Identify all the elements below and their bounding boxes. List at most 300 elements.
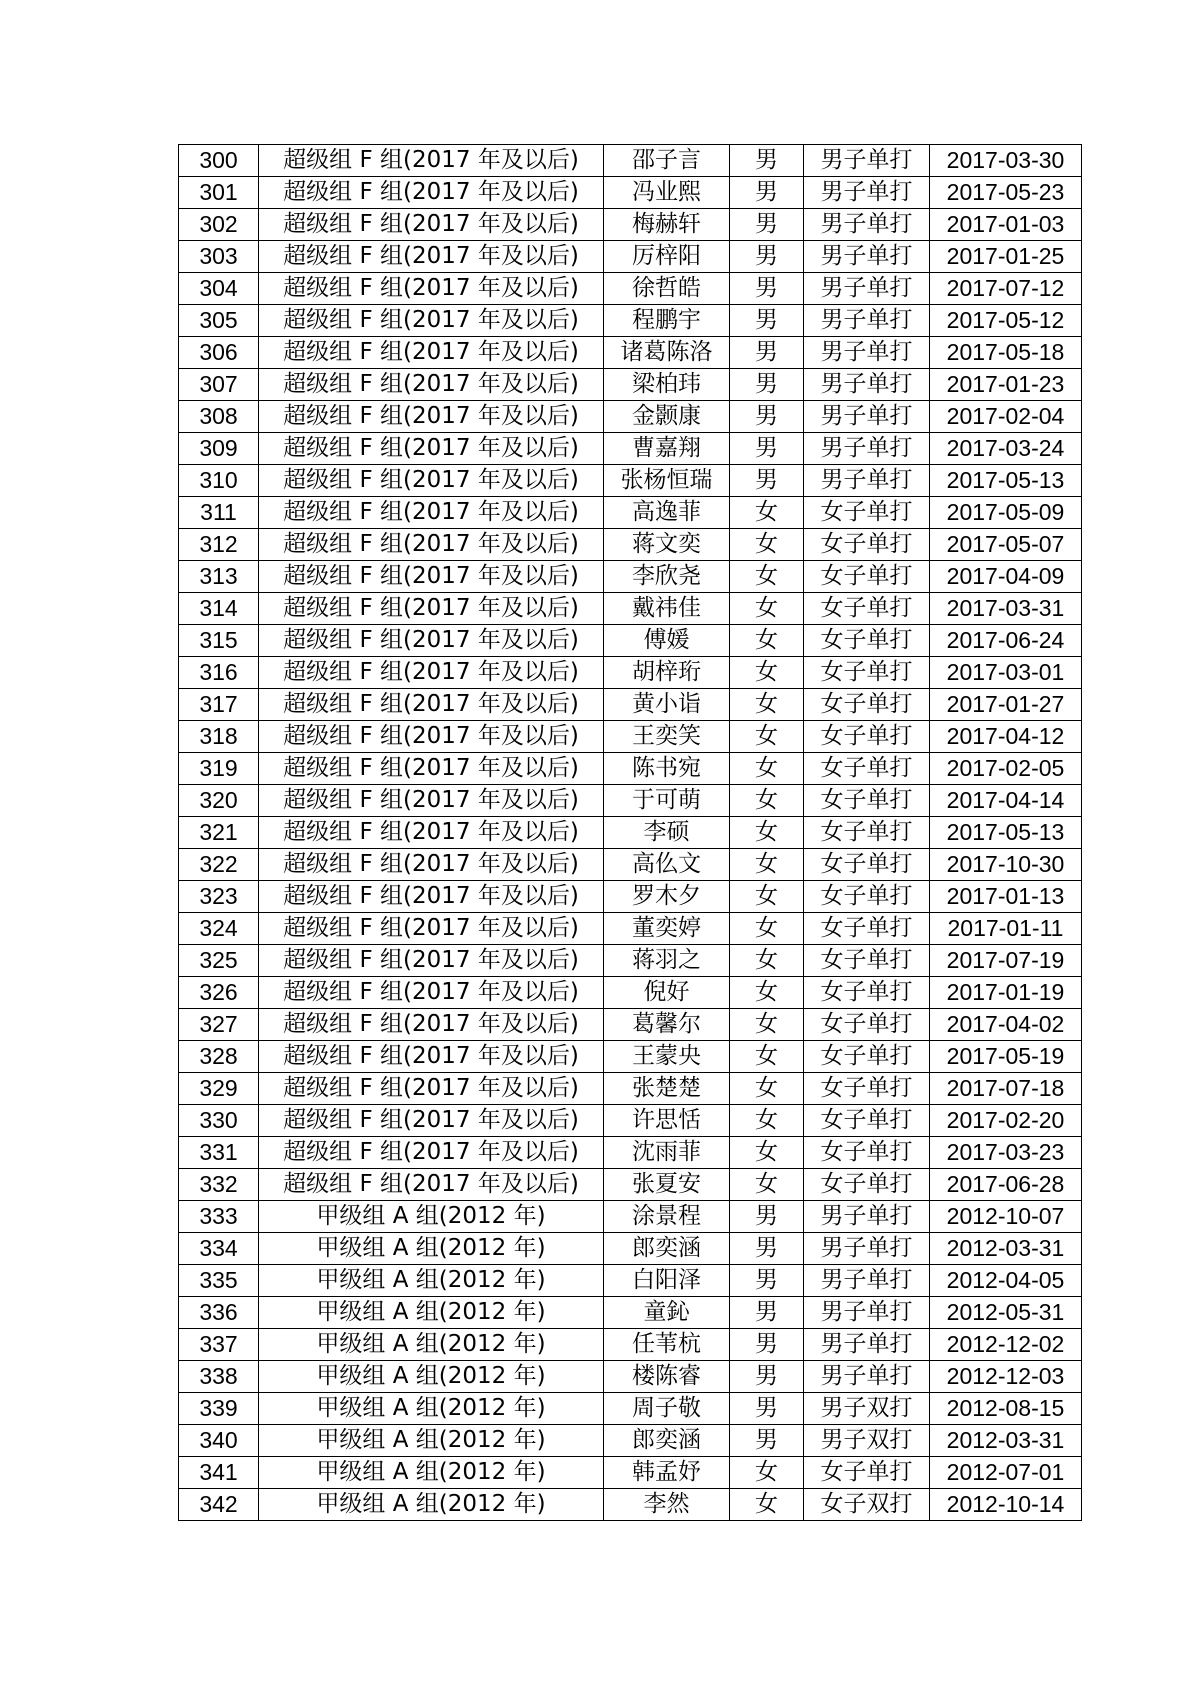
player-name-cell: 郎奕涵 bbox=[604, 1425, 730, 1457]
age-group-cell: 超级组 F 组(2017 年及以后) bbox=[259, 497, 604, 529]
gender-cell: 男 bbox=[730, 1265, 804, 1297]
event-cell: 女子单打 bbox=[804, 1073, 930, 1105]
table-row bbox=[179, 1201, 1082, 1233]
entry-number-cell: 340 bbox=[179, 1425, 259, 1457]
gender-cell: 女 bbox=[730, 1457, 804, 1489]
entry-number-cell: 330 bbox=[179, 1105, 259, 1137]
player-name-cell: 于可萌 bbox=[604, 785, 730, 817]
player-name-cell: 高逸菲 bbox=[604, 497, 730, 529]
gender-cell: 女 bbox=[730, 1009, 804, 1041]
table-row bbox=[179, 1041, 1082, 1073]
event-cell: 男子单打 bbox=[804, 209, 930, 241]
entry-number-cell: 307 bbox=[179, 369, 259, 401]
player-name-cell: 厉梓阳 bbox=[604, 241, 730, 273]
birth-date-cell: 2017-10-30 bbox=[930, 849, 1082, 881]
player-name-cell: 郎奕涵 bbox=[604, 1233, 730, 1265]
gender-cell: 女 bbox=[730, 977, 804, 1009]
event-cell: 女子单打 bbox=[804, 625, 930, 657]
player-name-cell: 王奕笑 bbox=[604, 721, 730, 753]
birth-date-cell: 2017-01-27 bbox=[930, 689, 1082, 721]
gender-cell: 男 bbox=[730, 177, 804, 209]
birth-date-cell: 2012-10-07 bbox=[930, 1201, 1082, 1233]
event-cell: 女子单打 bbox=[804, 817, 930, 849]
gender-cell: 男 bbox=[730, 1329, 804, 1361]
table-row bbox=[179, 1361, 1082, 1393]
entry-number-cell: 321 bbox=[179, 817, 259, 849]
gender-cell: 女 bbox=[730, 1073, 804, 1105]
player-name-cell: 蒋羽之 bbox=[604, 945, 730, 977]
player-name-cell: 韩孟妤 bbox=[604, 1457, 730, 1489]
table-row bbox=[179, 1329, 1082, 1361]
table-row bbox=[179, 1457, 1082, 1489]
age-group-cell: 超级组 F 组(2017 年及以后) bbox=[259, 913, 604, 945]
player-name-cell: 曹嘉翔 bbox=[604, 433, 730, 465]
entry-number-cell: 312 bbox=[179, 529, 259, 561]
age-group-cell: 超级组 F 组(2017 年及以后) bbox=[259, 401, 604, 433]
age-group-cell: 超级组 F 组(2017 年及以后) bbox=[259, 1105, 604, 1137]
table-row bbox=[179, 1137, 1082, 1169]
birth-date-cell: 2017-05-13 bbox=[930, 817, 1082, 849]
event-cell: 男子单打 bbox=[804, 1329, 930, 1361]
player-name-cell: 徐哲皓 bbox=[604, 273, 730, 305]
age-group-cell: 甲级组 A 组(2012 年) bbox=[259, 1201, 604, 1233]
event-cell: 男子单打 bbox=[804, 465, 930, 497]
age-group-cell: 超级组 F 组(2017 年及以后) bbox=[259, 945, 604, 977]
age-group-cell: 超级组 F 组(2017 年及以后) bbox=[259, 1169, 604, 1201]
table-row bbox=[179, 945, 1082, 977]
table-row bbox=[179, 209, 1082, 241]
birth-date-cell: 2017-07-19 bbox=[930, 945, 1082, 977]
player-name-cell: 程鹏宇 bbox=[604, 305, 730, 337]
age-group-cell: 超级组 F 组(2017 年及以后) bbox=[259, 881, 604, 913]
event-cell: 男子单打 bbox=[804, 1297, 930, 1329]
birth-date-cell: 2017-04-02 bbox=[930, 1009, 1082, 1041]
table-row bbox=[179, 913, 1082, 945]
event-cell: 女子单打 bbox=[804, 1105, 930, 1137]
entry-number-cell: 333 bbox=[179, 1201, 259, 1233]
age-group-cell: 超级组 F 组(2017 年及以后) bbox=[259, 369, 604, 401]
entry-number-cell: 314 bbox=[179, 593, 259, 625]
event-cell: 女子单打 bbox=[804, 689, 930, 721]
birth-date-cell: 2017-05-13 bbox=[930, 465, 1082, 497]
event-cell: 女子单打 bbox=[804, 1137, 930, 1169]
table-row bbox=[179, 1265, 1082, 1297]
entry-number-cell: 316 bbox=[179, 657, 259, 689]
entry-number-cell: 320 bbox=[179, 785, 259, 817]
entry-number-cell: 315 bbox=[179, 625, 259, 657]
age-group-cell: 超级组 F 组(2017 年及以后) bbox=[259, 785, 604, 817]
gender-cell: 男 bbox=[730, 1233, 804, 1265]
player-name-cell: 罗木夕 bbox=[604, 881, 730, 913]
birth-date-cell: 2012-03-31 bbox=[930, 1425, 1082, 1457]
birth-date-cell: 2017-07-12 bbox=[930, 273, 1082, 305]
birth-date-cell: 2017-03-24 bbox=[930, 433, 1082, 465]
age-group-cell: 超级组 F 组(2017 年及以后) bbox=[259, 977, 604, 1009]
birth-date-cell: 2012-08-15 bbox=[930, 1393, 1082, 1425]
player-name-cell: 董奕婷 bbox=[604, 913, 730, 945]
event-cell: 女子单打 bbox=[804, 1169, 930, 1201]
event-cell: 男子单打 bbox=[804, 241, 930, 273]
event-cell: 女子单打 bbox=[804, 945, 930, 977]
entry-number-cell: 339 bbox=[179, 1393, 259, 1425]
player-name-cell: 戴祎佳 bbox=[604, 593, 730, 625]
player-name-cell: 倪好 bbox=[604, 977, 730, 1009]
birth-date-cell: 2017-02-04 bbox=[930, 401, 1082, 433]
entry-number-cell: 303 bbox=[179, 241, 259, 273]
table-row bbox=[179, 401, 1082, 433]
gender-cell: 男 bbox=[730, 1361, 804, 1393]
age-group-cell: 超级组 F 组(2017 年及以后) bbox=[259, 561, 604, 593]
entry-number-cell: 300 bbox=[179, 145, 259, 177]
entry-number-cell: 308 bbox=[179, 401, 259, 433]
birth-date-cell: 2017-01-13 bbox=[930, 881, 1082, 913]
birth-date-cell: 2012-03-31 bbox=[930, 1233, 1082, 1265]
gender-cell: 女 bbox=[730, 497, 804, 529]
event-cell: 女子单打 bbox=[804, 593, 930, 625]
gender-cell: 男 bbox=[730, 337, 804, 369]
gender-cell: 男 bbox=[730, 1425, 804, 1457]
table-row bbox=[179, 1393, 1082, 1425]
table-row bbox=[179, 145, 1082, 177]
event-cell: 女子单打 bbox=[804, 849, 930, 881]
birth-date-cell: 2017-03-30 bbox=[930, 145, 1082, 177]
birth-date-cell: 2012-04-05 bbox=[930, 1265, 1082, 1297]
player-name-cell: 傅媛 bbox=[604, 625, 730, 657]
table-row bbox=[179, 1009, 1082, 1041]
gender-cell: 女 bbox=[730, 945, 804, 977]
age-group-cell: 超级组 F 组(2017 年及以后) bbox=[259, 721, 604, 753]
entry-number-cell: 334 bbox=[179, 1233, 259, 1265]
age-group-cell: 超级组 F 组(2017 年及以后) bbox=[259, 241, 604, 273]
table-row bbox=[179, 785, 1082, 817]
event-cell: 女子单打 bbox=[804, 1041, 930, 1073]
age-group-cell: 超级组 F 组(2017 年及以后) bbox=[259, 145, 604, 177]
gender-cell: 男 bbox=[730, 305, 804, 337]
player-name-cell: 张楚楚 bbox=[604, 1073, 730, 1105]
event-cell: 男子单打 bbox=[804, 337, 930, 369]
player-name-cell: 梅赫轩 bbox=[604, 209, 730, 241]
gender-cell: 男 bbox=[730, 241, 804, 273]
birth-date-cell: 2012-12-03 bbox=[930, 1361, 1082, 1393]
player-name-cell: 李欣尧 bbox=[604, 561, 730, 593]
table-row bbox=[179, 881, 1082, 913]
gender-cell: 女 bbox=[730, 657, 804, 689]
birth-date-cell: 2017-01-19 bbox=[930, 977, 1082, 1009]
entry-number-cell: 323 bbox=[179, 881, 259, 913]
entry-number-cell: 304 bbox=[179, 273, 259, 305]
gender-cell: 女 bbox=[730, 689, 804, 721]
event-cell: 男子单打 bbox=[804, 1233, 930, 1265]
player-name-cell: 胡梓珩 bbox=[604, 657, 730, 689]
entry-number-cell: 329 bbox=[179, 1073, 259, 1105]
birth-date-cell: 2017-04-12 bbox=[930, 721, 1082, 753]
event-cell: 男子单打 bbox=[804, 401, 930, 433]
birth-date-cell: 2017-06-28 bbox=[930, 1169, 1082, 1201]
birth-date-cell: 2017-05-19 bbox=[930, 1041, 1082, 1073]
entry-number-cell: 313 bbox=[179, 561, 259, 593]
entry-number-cell: 331 bbox=[179, 1137, 259, 1169]
entry-number-cell: 325 bbox=[179, 945, 259, 977]
entry-number-cell: 324 bbox=[179, 913, 259, 945]
birth-date-cell: 2012-10-14 bbox=[930, 1489, 1082, 1521]
player-name-cell: 童鈊 bbox=[604, 1297, 730, 1329]
entry-number-cell: 338 bbox=[179, 1361, 259, 1393]
player-name-cell: 王蒙央 bbox=[604, 1041, 730, 1073]
event-cell: 男子单打 bbox=[804, 369, 930, 401]
event-cell: 女子单打 bbox=[804, 753, 930, 785]
gender-cell: 女 bbox=[730, 1041, 804, 1073]
event-cell: 女子单打 bbox=[804, 977, 930, 1009]
entry-number-cell: 317 bbox=[179, 689, 259, 721]
event-cell: 男子单打 bbox=[804, 145, 930, 177]
age-group-cell: 超级组 F 组(2017 年及以后) bbox=[259, 657, 604, 689]
birth-date-cell: 2012-12-02 bbox=[930, 1329, 1082, 1361]
age-group-cell: 超级组 F 组(2017 年及以后) bbox=[259, 1041, 604, 1073]
age-group-cell: 超级组 F 组(2017 年及以后) bbox=[259, 625, 604, 657]
registration-table bbox=[178, 144, 1082, 1521]
table-row bbox=[179, 1297, 1082, 1329]
table-row bbox=[179, 1489, 1082, 1521]
table-row bbox=[179, 369, 1082, 401]
player-name-cell: 沈雨菲 bbox=[604, 1137, 730, 1169]
player-name-cell: 李然 bbox=[604, 1489, 730, 1521]
age-group-cell: 超级组 F 组(2017 年及以后) bbox=[259, 337, 604, 369]
player-name-cell: 李硕 bbox=[604, 817, 730, 849]
age-group-cell: 超级组 F 组(2017 年及以后) bbox=[259, 465, 604, 497]
gender-cell: 女 bbox=[730, 1105, 804, 1137]
player-name-cell: 许思恬 bbox=[604, 1105, 730, 1137]
birth-date-cell: 2017-01-23 bbox=[930, 369, 1082, 401]
table-row bbox=[179, 177, 1082, 209]
table-row bbox=[179, 497, 1082, 529]
player-name-cell: 陈书宛 bbox=[604, 753, 730, 785]
gender-cell: 男 bbox=[730, 209, 804, 241]
age-group-cell: 甲级组 A 组(2012 年) bbox=[259, 1361, 604, 1393]
birth-date-cell: 2017-03-23 bbox=[930, 1137, 1082, 1169]
age-group-cell: 超级组 F 组(2017 年及以后) bbox=[259, 1137, 604, 1169]
entry-number-cell: 305 bbox=[179, 305, 259, 337]
table-row bbox=[179, 1105, 1082, 1137]
table-row bbox=[179, 1425, 1082, 1457]
gender-cell: 男 bbox=[730, 401, 804, 433]
table-row bbox=[179, 1233, 1082, 1265]
birth-date-cell: 2012-05-31 bbox=[930, 1297, 1082, 1329]
entry-number-cell: 310 bbox=[179, 465, 259, 497]
gender-cell: 女 bbox=[730, 721, 804, 753]
player-name-cell: 葛馨尔 bbox=[604, 1009, 730, 1041]
player-name-cell: 周子敬 bbox=[604, 1393, 730, 1425]
birth-date-cell: 2017-03-01 bbox=[930, 657, 1082, 689]
birth-date-cell: 2012-07-01 bbox=[930, 1457, 1082, 1489]
gender-cell: 女 bbox=[730, 529, 804, 561]
event-cell: 女子单打 bbox=[804, 913, 930, 945]
entry-number-cell: 335 bbox=[179, 1265, 259, 1297]
event-cell: 女子单打 bbox=[804, 1009, 930, 1041]
table-row bbox=[179, 689, 1082, 721]
player-name-cell: 张夏安 bbox=[604, 1169, 730, 1201]
age-group-cell: 超级组 F 组(2017 年及以后) bbox=[259, 273, 604, 305]
age-group-cell: 超级组 F 组(2017 年及以后) bbox=[259, 177, 604, 209]
age-group-cell: 甲级组 A 组(2012 年) bbox=[259, 1489, 604, 1521]
table-row bbox=[179, 849, 1082, 881]
birth-date-cell: 2017-05-12 bbox=[930, 305, 1082, 337]
gender-cell: 男 bbox=[730, 273, 804, 305]
gender-cell: 女 bbox=[730, 785, 804, 817]
player-name-cell: 楼陈睿 bbox=[604, 1361, 730, 1393]
player-name-cell: 黄小诣 bbox=[604, 689, 730, 721]
table-row bbox=[179, 529, 1082, 561]
age-group-cell: 超级组 F 组(2017 年及以后) bbox=[259, 753, 604, 785]
age-group-cell: 甲级组 A 组(2012 年) bbox=[259, 1329, 604, 1361]
gender-cell: 女 bbox=[730, 625, 804, 657]
entry-number-cell: 336 bbox=[179, 1297, 259, 1329]
birth-date-cell: 2017-02-20 bbox=[930, 1105, 1082, 1137]
table-row bbox=[179, 593, 1082, 625]
event-cell: 男子双打 bbox=[804, 1393, 930, 1425]
table-row bbox=[179, 753, 1082, 785]
gender-cell: 女 bbox=[730, 753, 804, 785]
entry-number-cell: 311 bbox=[179, 497, 259, 529]
age-group-cell: 超级组 F 组(2017 年及以后) bbox=[259, 209, 604, 241]
event-cell: 女子单打 bbox=[804, 497, 930, 529]
entry-number-cell: 302 bbox=[179, 209, 259, 241]
age-group-cell: 甲级组 A 组(2012 年) bbox=[259, 1233, 604, 1265]
table-row bbox=[179, 657, 1082, 689]
player-name-cell: 高仫文 bbox=[604, 849, 730, 881]
age-group-cell: 超级组 F 组(2017 年及以后) bbox=[259, 593, 604, 625]
gender-cell: 女 bbox=[730, 913, 804, 945]
event-cell: 男子单打 bbox=[804, 177, 930, 209]
entry-number-cell: 319 bbox=[179, 753, 259, 785]
table-row bbox=[179, 337, 1082, 369]
gender-cell: 女 bbox=[730, 881, 804, 913]
table-row bbox=[179, 305, 1082, 337]
entry-number-cell: 332 bbox=[179, 1169, 259, 1201]
entry-number-cell: 309 bbox=[179, 433, 259, 465]
age-group-cell: 超级组 F 组(2017 年及以后) bbox=[259, 433, 604, 465]
entry-number-cell: 328 bbox=[179, 1041, 259, 1073]
birth-date-cell: 2017-05-09 bbox=[930, 497, 1082, 529]
entry-number-cell: 301 bbox=[179, 177, 259, 209]
entry-number-cell: 326 bbox=[179, 977, 259, 1009]
birth-date-cell: 2017-01-11 bbox=[930, 913, 1082, 945]
age-group-cell: 超级组 F 组(2017 年及以后) bbox=[259, 849, 604, 881]
event-cell: 男子单打 bbox=[804, 1361, 930, 1393]
age-group-cell: 超级组 F 组(2017 年及以后) bbox=[259, 817, 604, 849]
entry-number-cell: 337 bbox=[179, 1329, 259, 1361]
table-row bbox=[179, 817, 1082, 849]
table-row bbox=[179, 433, 1082, 465]
age-group-cell: 超级组 F 组(2017 年及以后) bbox=[259, 529, 604, 561]
player-name-cell: 冯业熙 bbox=[604, 177, 730, 209]
table-row bbox=[179, 977, 1082, 1009]
entry-number-cell: 318 bbox=[179, 721, 259, 753]
age-group-cell: 甲级组 A 组(2012 年) bbox=[259, 1265, 604, 1297]
table-row bbox=[179, 1073, 1082, 1105]
gender-cell: 女 bbox=[730, 1137, 804, 1169]
event-cell: 女子单打 bbox=[804, 561, 930, 593]
player-name-cell: 诸葛陈洛 bbox=[604, 337, 730, 369]
table-row bbox=[179, 721, 1082, 753]
event-cell: 女子单打 bbox=[804, 721, 930, 753]
birth-date-cell: 2017-05-23 bbox=[930, 177, 1082, 209]
age-group-cell: 超级组 F 组(2017 年及以后) bbox=[259, 1073, 604, 1105]
age-group-cell: 超级组 F 组(2017 年及以后) bbox=[259, 689, 604, 721]
gender-cell: 女 bbox=[730, 1489, 804, 1521]
player-name-cell: 张杨恒瑞 bbox=[604, 465, 730, 497]
event-cell: 男子单打 bbox=[804, 305, 930, 337]
birth-date-cell: 2017-01-25 bbox=[930, 241, 1082, 273]
table-row bbox=[179, 241, 1082, 273]
registration-table-body bbox=[179, 145, 1082, 1521]
birth-date-cell: 2017-06-24 bbox=[930, 625, 1082, 657]
gender-cell: 女 bbox=[730, 1169, 804, 1201]
player-name-cell: 涂景程 bbox=[604, 1201, 730, 1233]
birth-date-cell: 2017-05-07 bbox=[930, 529, 1082, 561]
table-row bbox=[179, 561, 1082, 593]
event-cell: 男子单打 bbox=[804, 1201, 930, 1233]
event-cell: 女子单打 bbox=[804, 1457, 930, 1489]
gender-cell: 女 bbox=[730, 817, 804, 849]
gender-cell: 男 bbox=[730, 433, 804, 465]
player-name-cell: 金颢康 bbox=[604, 401, 730, 433]
player-name-cell: 任苇杭 bbox=[604, 1329, 730, 1361]
entry-number-cell: 322 bbox=[179, 849, 259, 881]
birth-date-cell: 2017-05-18 bbox=[930, 337, 1082, 369]
gender-cell: 男 bbox=[730, 1393, 804, 1425]
age-group-cell: 超级组 F 组(2017 年及以后) bbox=[259, 1009, 604, 1041]
event-cell: 女子双打 bbox=[804, 1489, 930, 1521]
table-row bbox=[179, 1169, 1082, 1201]
birth-date-cell: 2017-01-03 bbox=[930, 209, 1082, 241]
birth-date-cell: 2017-07-18 bbox=[930, 1073, 1082, 1105]
gender-cell: 女 bbox=[730, 561, 804, 593]
event-cell: 男子双打 bbox=[804, 1425, 930, 1457]
event-cell: 女子单打 bbox=[804, 881, 930, 913]
event-cell: 女子单打 bbox=[804, 785, 930, 817]
event-cell: 男子单打 bbox=[804, 273, 930, 305]
birth-date-cell: 2017-02-05 bbox=[930, 753, 1082, 785]
player-name-cell: 白阳泽 bbox=[604, 1265, 730, 1297]
entry-number-cell: 342 bbox=[179, 1489, 259, 1521]
table-row bbox=[179, 625, 1082, 657]
birth-date-cell: 2017-03-31 bbox=[930, 593, 1082, 625]
entry-number-cell: 327 bbox=[179, 1009, 259, 1041]
event-cell: 男子单打 bbox=[804, 1265, 930, 1297]
player-name-cell: 邵子言 bbox=[604, 145, 730, 177]
entry-number-cell: 341 bbox=[179, 1457, 259, 1489]
gender-cell: 男 bbox=[730, 465, 804, 497]
event-cell: 女子单打 bbox=[804, 657, 930, 689]
gender-cell: 男 bbox=[730, 1201, 804, 1233]
event-cell: 男子单打 bbox=[804, 433, 930, 465]
player-name-cell: 梁柏玮 bbox=[604, 369, 730, 401]
gender-cell: 男 bbox=[730, 145, 804, 177]
player-name-cell: 蒋文奕 bbox=[604, 529, 730, 561]
entry-number-cell: 306 bbox=[179, 337, 259, 369]
birth-date-cell: 2017-04-09 bbox=[930, 561, 1082, 593]
table-row bbox=[179, 273, 1082, 305]
event-cell: 女子单打 bbox=[804, 529, 930, 561]
gender-cell: 男 bbox=[730, 1297, 804, 1329]
gender-cell: 女 bbox=[730, 593, 804, 625]
gender-cell: 女 bbox=[730, 849, 804, 881]
birth-date-cell: 2017-04-14 bbox=[930, 785, 1082, 817]
age-group-cell: 甲级组 A 组(2012 年) bbox=[259, 1425, 604, 1457]
table-row bbox=[179, 465, 1082, 497]
gender-cell: 男 bbox=[730, 369, 804, 401]
age-group-cell: 甲级组 A 组(2012 年) bbox=[259, 1457, 604, 1489]
